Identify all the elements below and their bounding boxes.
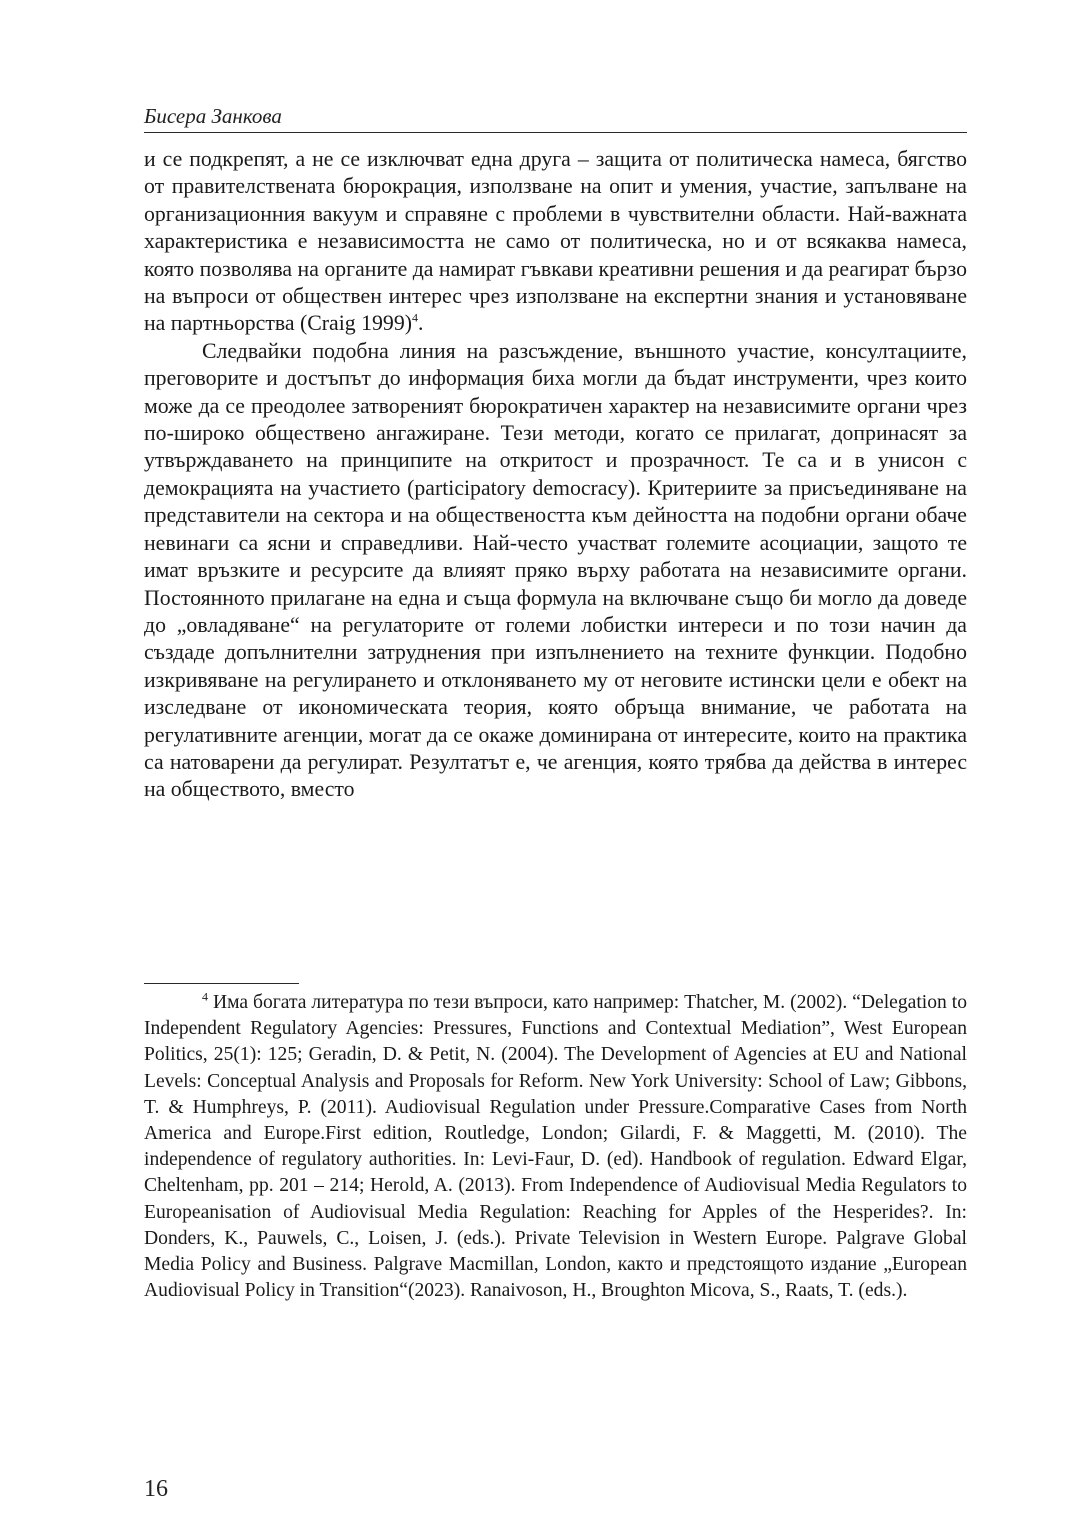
- page-number: 16: [144, 1476, 168, 1502]
- body-text: [144, 146, 967, 804]
- footnote-separator: [144, 983, 299, 984]
- footnote-text: Има богата литература по тези въпроси, като например: Thatcher, M. (2002). “Delegation to Independent Regulatory Agencies: Pressures, Functions and Contextual Mediation”, West European Politics, 25(1): 125; Geradin, D. & Petit, N. (2004). The Development of Agencies at EU and National Levels: Conceptual Analysis and Proposals for Reform. New York University: School of Law; Gibbons, T. & Humphreys, P. (2011). Audiovisual Regulation under Pressure.Comparative Cases from North America and Europe.First edition, Routledge, London; Gilardi, F. & Maggetti, M. (2010). The independence of regulatory authorities. In: Levi-Faur, D. (ed). Handbook of regulation. Edward Elgar, Cheltenham, pp. 201 – 214; Herold, A. (2013). From Independence of Audiovisual Media Regulators to Europeanisation of Audiovisual Media Regulation: Reaching for Apples of the Hesperides?. In: Donders, K., Pauwels, C., Loisen, J. (eds.). Private Television in Western Europe. Palgrave Global Media Policy and Business. Palgrave Macmillan, London, както и предстоящото издание „European Audiovisual Policy in Transition“(2023). Ranaivoson, H., Broughton Micova, S., Raats, T. (eds.).: [144, 992, 967, 1302]
- footnote-reference[interactable]: 4: [411, 311, 418, 326]
- footnote-number: 4: [202, 989, 208, 1004]
- paragraph-1-text: и се подкрепят, а не се изключват една друга – защита от политическа намеса, бягство от правителствената бюрокрация, използване на опит и умения, участие, запълване на организационния вакуум и справяне с проблеми в чувствителни области. Най-важната характеристика е независимостта не само от политическа, но и от всякаква намеса, която позволява на органите да намират гъвкави креативни решения и да реагират бързо на въпроси от обществен интерес чрез използване на експертни знания и установяване на партньорства (Craig 1999): [144, 147, 967, 336]
- running-header: [144, 100, 967, 133]
- running-header-author: Бисера Занкова: [144, 104, 282, 128]
- paragraph-1-period: .: [417, 311, 424, 336]
- footnote-4: [144, 990, 967, 1304]
- paragraph-2: Следвайки подобна линия на разсъждение, външното участие, консултациите, преговорите и достъпът до информация биха могли да бъдат инструменти, чрез които може да се преодолее затвореният бюрократичен характер на независимите органи чрез по-широко обществено ангажиране. Тези методи, когато се прилагат, допринасят за утвърждаването на принципите на откритост и прозрачност. Те са и в унисон с демокрацията на участието (participatory democracy). Критериите за присъединяване на представители на сектора и на обществеността към дейността на подобни органи обаче невинаги са ясни и справедливи. Най-често участват големите асоциации, защото те имат връзките и ресурсите да влияят пряко върху работата на независимите органи. Постоянното прилагане на една и съща формула на включване също би могло да доведе до „овладяване“ на регулаторите от големи лобистки интереси и по този начин да създаде допълнителни затруднения при изпълнението на техните функции. Подобно изкривяване на регулирането и отклоняването му от неговите истински цели е обект на изследване от икономическата теория, която обръща внимание, че работата на регулативните агенции, могат да се окаже доминирана от интересите, които на практика са натоварени да регулират. Резултатът е, че агенция, която трябва да действа в интерес на обществото, вместо: [144, 338, 967, 802]
- paragraph-continued: [144, 146, 967, 338]
